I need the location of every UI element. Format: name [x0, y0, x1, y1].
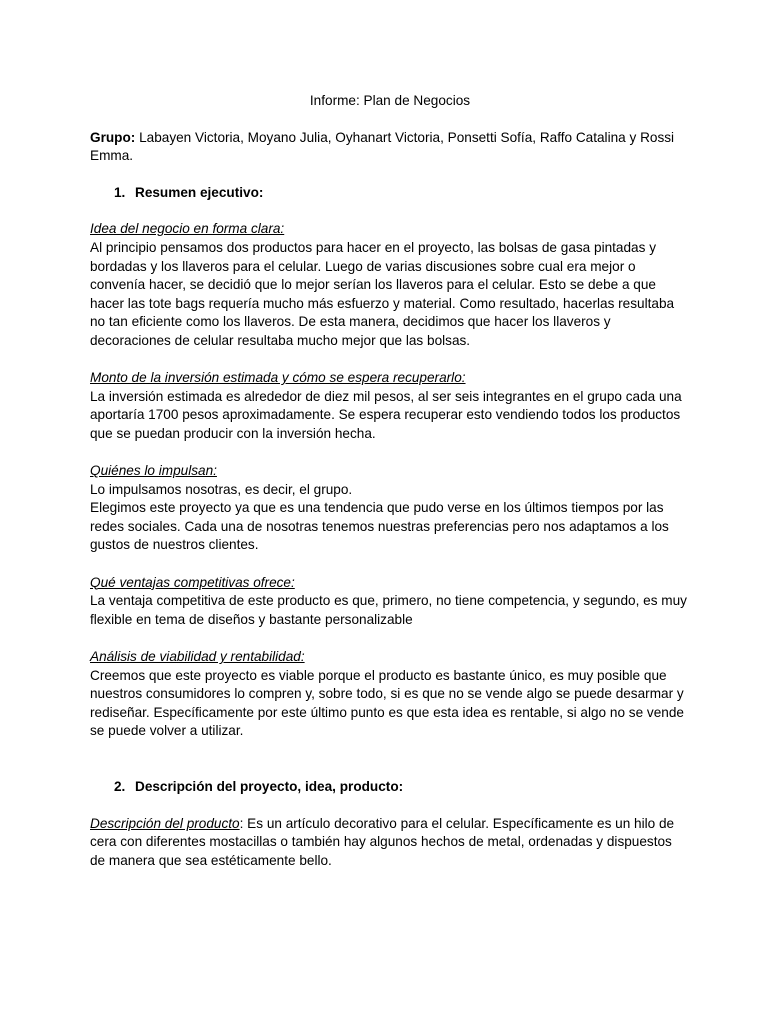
block-inversion — [90, 369, 690, 443]
block-text: Creemos que este proyecto es viable porque el producto es bastante único, es muy posible que nuestros consumidores lo compren y, sobre todo, si es que no se vende algo se puede desarmar y rediseñar. Específicamente por este último punto es que esta idea es rentable, si algo no se vende se puede volver a utilizar. — [90, 667, 684, 739]
block-text: La inversión estimada es alrededor de diez mil pesos, al ser seis integrantes en el grupo cada una aportaría 1700 pesos aproximadamente. Se espera recuperar esto vendiendo todos los productos que se puedan producir con la inversión hecha. — [90, 388, 682, 441]
block-text: Lo impulsamos nosotras, es decir, el grupo. — [90, 481, 353, 497]
block-impulsan — [90, 462, 690, 555]
block-descripcion-producto — [90, 815, 690, 871]
group-label: Grupo: — [90, 129, 136, 145]
product-description: : Es un artículo decorativo para el celular. Específicamente es un hilo de cera con diferentes mostacillas o también hay algunos hechos de metal, ordenadas y dispuestos de manera que sea estéticamente bello. — [90, 815, 675, 868]
section-title: Resumen ejecutivo: — [135, 184, 264, 200]
block-text: Elegimos este proyecto ya que es una tendencia que pudo verse en los últimos tiempos por las redes sociales. Cada una de nosotras tenemos nuestras preferencias pero nos adaptamos a los gustos de nuestros clientes. — [90, 500, 669, 553]
block-text: Al principio pensamos dos productos para hacer en el proyecto, las bolsas de gasa pintadas y bordadas y los llaveros para el celular. Luego de varias discusiones sobre cual era mejor o convenía hacer, se decidió que lo mejor serían los llaveros para el celular. Esto se debe a que hacer las tote bags requería mucho más esfuerzo y material. Como resultado, hacerlas resultaba no tan eficiente como los llaveros. De esta manera, decidimos que hacer los llaveros y decoraciones de celular resultaba mucho mejor que las bolsas. — [90, 239, 675, 348]
block-text — [90, 815, 690, 871]
block-label: Qué ventajas competitivas ofrece: — [90, 574, 295, 590]
block-viabilidad — [90, 648, 690, 741]
block-label: Idea del negocio en forma clara: — [90, 221, 285, 237]
group-members: Labayen Victoria, Moyano Julia, Oyhanart Victoria, Ponsetti Sofía, Raffo Catalina y Rossi Emma. — [90, 129, 675, 164]
section-heading-resumen — [90, 184, 690, 203]
block-label: Análisis de viabilidad y rentabilidad: — [90, 649, 305, 665]
block-label: Descripción del producto — [90, 815, 240, 831]
block-label: Quiénes lo impulsan: — [90, 463, 217, 479]
block-label: Monto de la inversión estimada y cómo se espera recuperarlo: — [90, 370, 466, 386]
blank-line — [90, 760, 690, 779]
document-content — [90, 92, 690, 889]
block-idea-negocio — [90, 220, 690, 350]
section-heading-descripcion — [90, 778, 690, 797]
group-members-paragraph — [90, 129, 690, 166]
section-title: Descripción del proyecto, idea, producto: — [135, 779, 404, 795]
block-ventajas — [90, 574, 690, 630]
block-text: La ventaja competitiva de este producto es que, primero, no tiene competencia, y segundo, es muy flexible en tema de diseños y bastante personalizable — [90, 593, 687, 627]
document-title: Informe: Plan de Negocios — [309, 93, 471, 108]
section-number: 1. — [114, 184, 126, 200]
section-number: 2. — [114, 779, 126, 795]
